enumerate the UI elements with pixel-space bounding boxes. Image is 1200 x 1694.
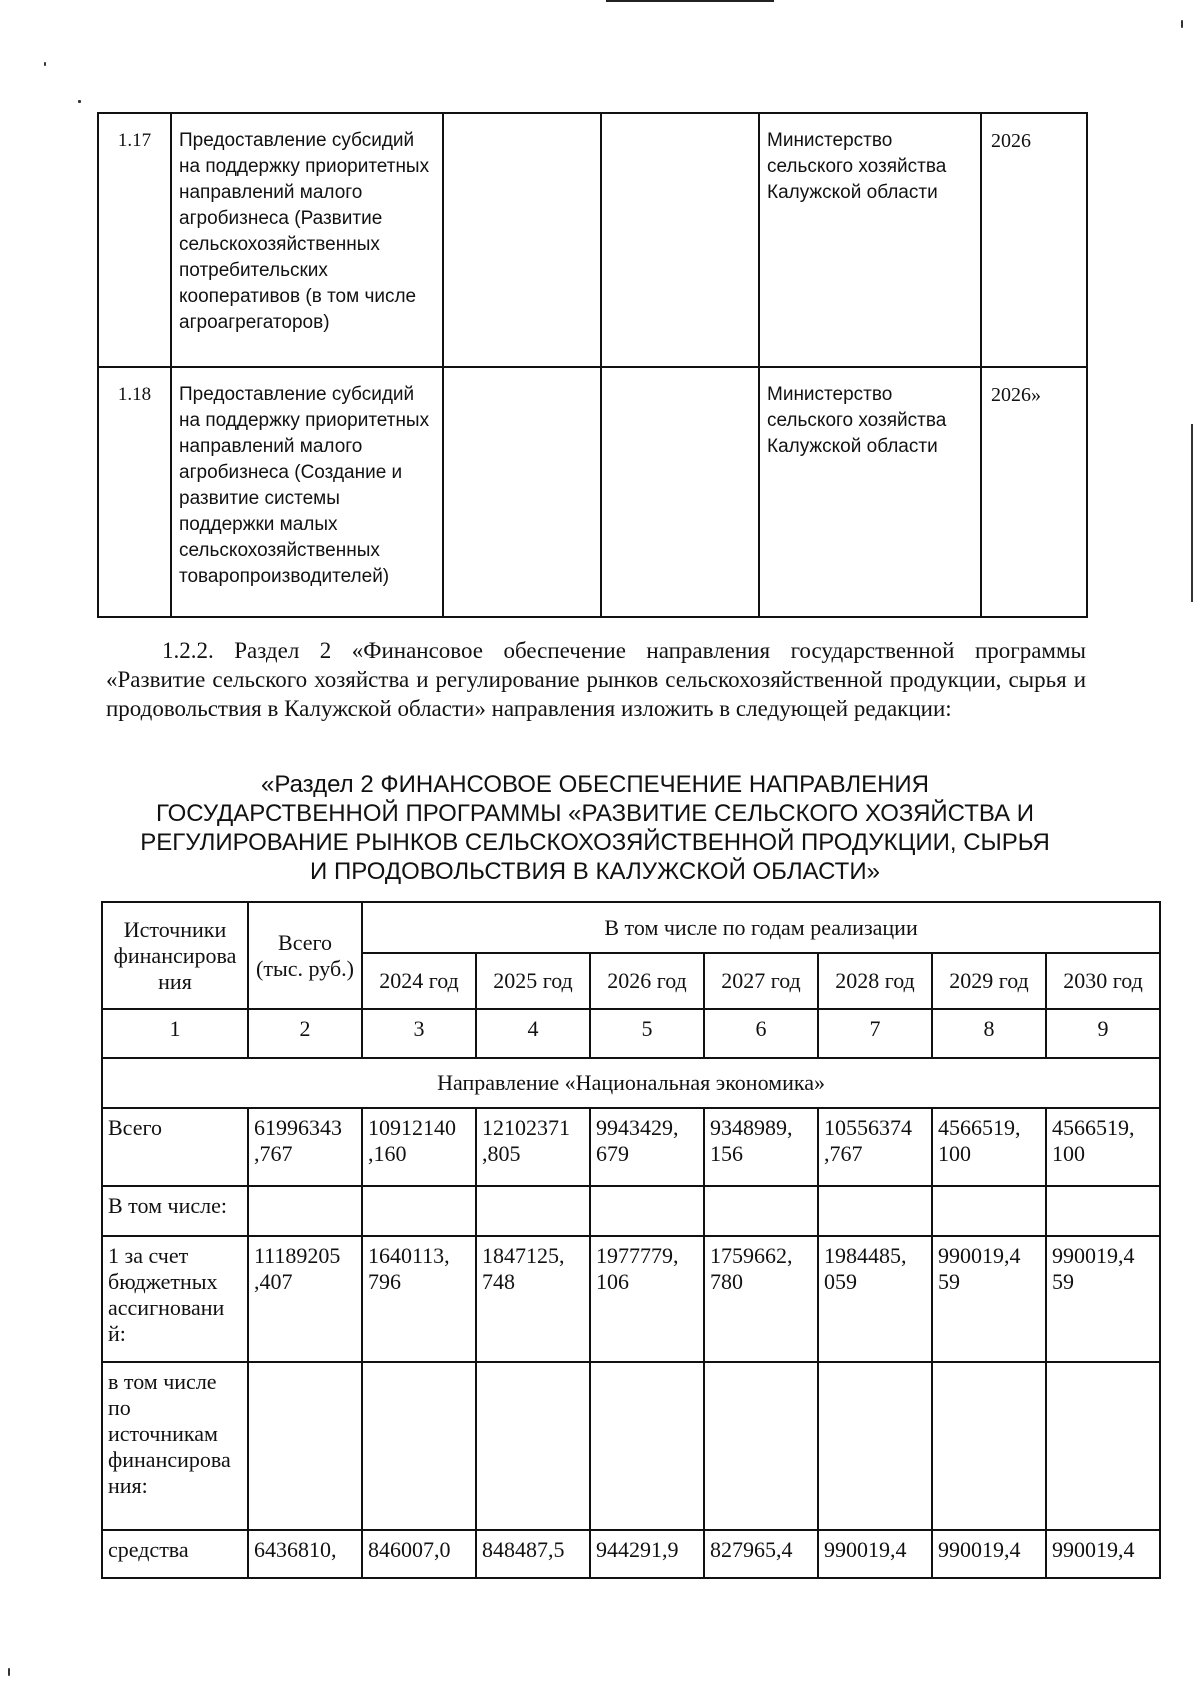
year: 2026	[981, 113, 1087, 367]
header-year: 2028 год	[818, 953, 932, 1009]
row-label: 1 за счет бюджетных ассигновани й:	[102, 1236, 248, 1362]
value-cell: 11189205 ,407	[248, 1236, 362, 1362]
value-cell: 1759662, 780	[704, 1236, 818, 1362]
empty-cell	[443, 367, 601, 617]
empty-cell	[601, 367, 759, 617]
header-year: 2030 год	[1046, 953, 1160, 1009]
value-cell	[818, 1186, 932, 1236]
empty-cell	[601, 113, 759, 367]
value-cell: 990019,4 59	[932, 1236, 1046, 1362]
value-cell	[590, 1186, 704, 1236]
executor: Министерство сельского хозяйства Калужской области	[759, 113, 981, 367]
direction-title: Направление «Национальная экономика»	[102, 1058, 1160, 1108]
value-cell: 9348989, 156	[704, 1108, 818, 1186]
value-cell	[932, 1186, 1046, 1236]
scan-speck	[44, 62, 46, 66]
value-cell: 990019,4 59	[1046, 1236, 1160, 1362]
header-year: 2027 год	[704, 953, 818, 1009]
heading-line: «Раздел 2 ФИНАНСОВОЕ ОБЕСПЕЧЕНИЕ НАПРАВЛЕНИЯ	[261, 771, 929, 798]
value-cell	[362, 1362, 476, 1530]
value-cell: 990019,4	[818, 1530, 932, 1578]
financing-table	[101, 901, 1161, 1579]
header-year: 2025 год	[476, 953, 590, 1009]
table-row	[102, 1236, 1160, 1362]
scan-speck	[8, 1668, 10, 1676]
heading-line: РЕГУЛИРОВАНИЕ РЫНКОВ СЕЛЬСКОХОЗЯЙСТВЕННОЙ ПРОДУКЦИИ, СЫРЬЯ	[140, 829, 1050, 856]
header-row	[102, 902, 1160, 953]
header-total: Всего (тыс. руб.)	[248, 902, 362, 1009]
value-cell: 1977779, 106	[590, 1236, 704, 1362]
row-label: Всего	[102, 1108, 248, 1186]
value-cell: 944291,9	[590, 1530, 704, 1578]
value-cell: 990019,4	[932, 1530, 1046, 1578]
value-cell: 1984485, 059	[818, 1236, 932, 1362]
heading-line: И ПРОДОВОЛЬСТВИЯ В КАЛУЖСКОЙ ОБЛАСТИ»	[310, 858, 880, 885]
table-row	[102, 1530, 1160, 1578]
value-cell	[1046, 1362, 1160, 1530]
section-heading	[100, 770, 1090, 886]
header-year: 2026 год	[590, 953, 704, 1009]
value-cell: 1640113, 796	[362, 1236, 476, 1362]
value-cell: 10556374 ,767	[818, 1108, 932, 1186]
value-cell: 848487,5	[476, 1530, 590, 1578]
value-cell: 846007,0	[362, 1530, 476, 1578]
value-cell	[932, 1362, 1046, 1530]
value-cell	[248, 1186, 362, 1236]
value-cell: 4566519, 100	[1046, 1108, 1160, 1186]
header-year: 2024 год	[362, 953, 476, 1009]
header-year: 2029 год	[932, 953, 1046, 1009]
table-row	[98, 113, 1087, 367]
value-cell	[248, 1362, 362, 1530]
value-cell	[590, 1362, 704, 1530]
column-number: 7	[818, 1009, 932, 1058]
row-label: средства	[102, 1530, 248, 1578]
activities-table	[97, 112, 1088, 618]
table-row	[102, 1186, 1160, 1236]
value-cell: 61996343 ,767	[248, 1108, 362, 1186]
value-cell	[476, 1186, 590, 1236]
empty-cell	[443, 113, 601, 367]
value-cell	[1046, 1186, 1160, 1236]
table-row	[102, 1362, 1160, 1530]
header-by-years: В том числе по годам реализации	[362, 902, 1160, 953]
column-numbers-row	[102, 1009, 1160, 1058]
column-number: 4	[476, 1009, 590, 1058]
top-scan-line	[606, 0, 774, 2]
column-number: 8	[932, 1009, 1046, 1058]
value-cell	[704, 1186, 818, 1236]
table-row	[98, 367, 1087, 617]
measure-description: Предоставление субсидий на поддержку приоритетных направлений малого агробизнеса (Развитие сельскохозяйственных потребительских кооперативов (в том числе агроагрегаторов)	[171, 113, 443, 367]
measure-description: Предоставление субсидий на поддержку приоритетных направлений малого агробизнеса (Создание и развитие системы поддержки малых сельскохозяйственных товаропроизводителей)	[171, 367, 443, 617]
value-cell	[362, 1186, 476, 1236]
heading-line: ГОСУДАРСТВЕННОЙ ПРОГРАММЫ «РАЗВИТИЕ СЕЛЬСКОГО ХОЗЯЙСТВА И	[155, 800, 1035, 827]
paragraph-text: 1.2.2. Раздел 2 «Финансовое обеспечение направления государственной программы «Развитие сельского хозяйства и регулирование рынков сельскохозяйственной продукции, сырья и продовольствия в Калужской области» направления изложить в следующей редакции:	[106, 638, 1086, 721]
amendment-paragraph	[106, 636, 1086, 723]
value-cell	[476, 1362, 590, 1530]
table-row	[102, 1108, 1160, 1186]
direction-row	[102, 1058, 1160, 1108]
scan-speck	[78, 100, 81, 103]
value-cell	[818, 1362, 932, 1530]
year: 2026»	[981, 367, 1087, 617]
value-cell: 990019,4	[1046, 1530, 1160, 1578]
row-number: 1.17	[98, 113, 171, 367]
column-number: 6	[704, 1009, 818, 1058]
row-label: В том числе:	[102, 1186, 248, 1236]
value-cell: 6436810,	[248, 1530, 362, 1578]
value-cell: 10912140 ,160	[362, 1108, 476, 1186]
row-label: в том числе по источникам финансирова ния:	[102, 1362, 248, 1530]
value-cell: 9943429, 679	[590, 1108, 704, 1186]
column-number: 1	[102, 1009, 248, 1058]
value-cell: 1847125, 748	[476, 1236, 590, 1362]
scan-margin-line	[1191, 424, 1193, 602]
executor: Министерство сельского хозяйства Калужской области	[759, 367, 981, 617]
row-number: 1.18	[98, 367, 171, 617]
value-cell: 827965,4	[704, 1530, 818, 1578]
column-number: 5	[590, 1009, 704, 1058]
column-number: 9	[1046, 1009, 1160, 1058]
scan-speck	[1181, 20, 1183, 28]
column-number: 2	[248, 1009, 362, 1058]
header-sources: Источники финансирова ния	[102, 902, 248, 1009]
value-cell: 4566519, 100	[932, 1108, 1046, 1186]
value-cell	[704, 1362, 818, 1530]
column-number: 3	[362, 1009, 476, 1058]
value-cell: 12102371 ,805	[476, 1108, 590, 1186]
